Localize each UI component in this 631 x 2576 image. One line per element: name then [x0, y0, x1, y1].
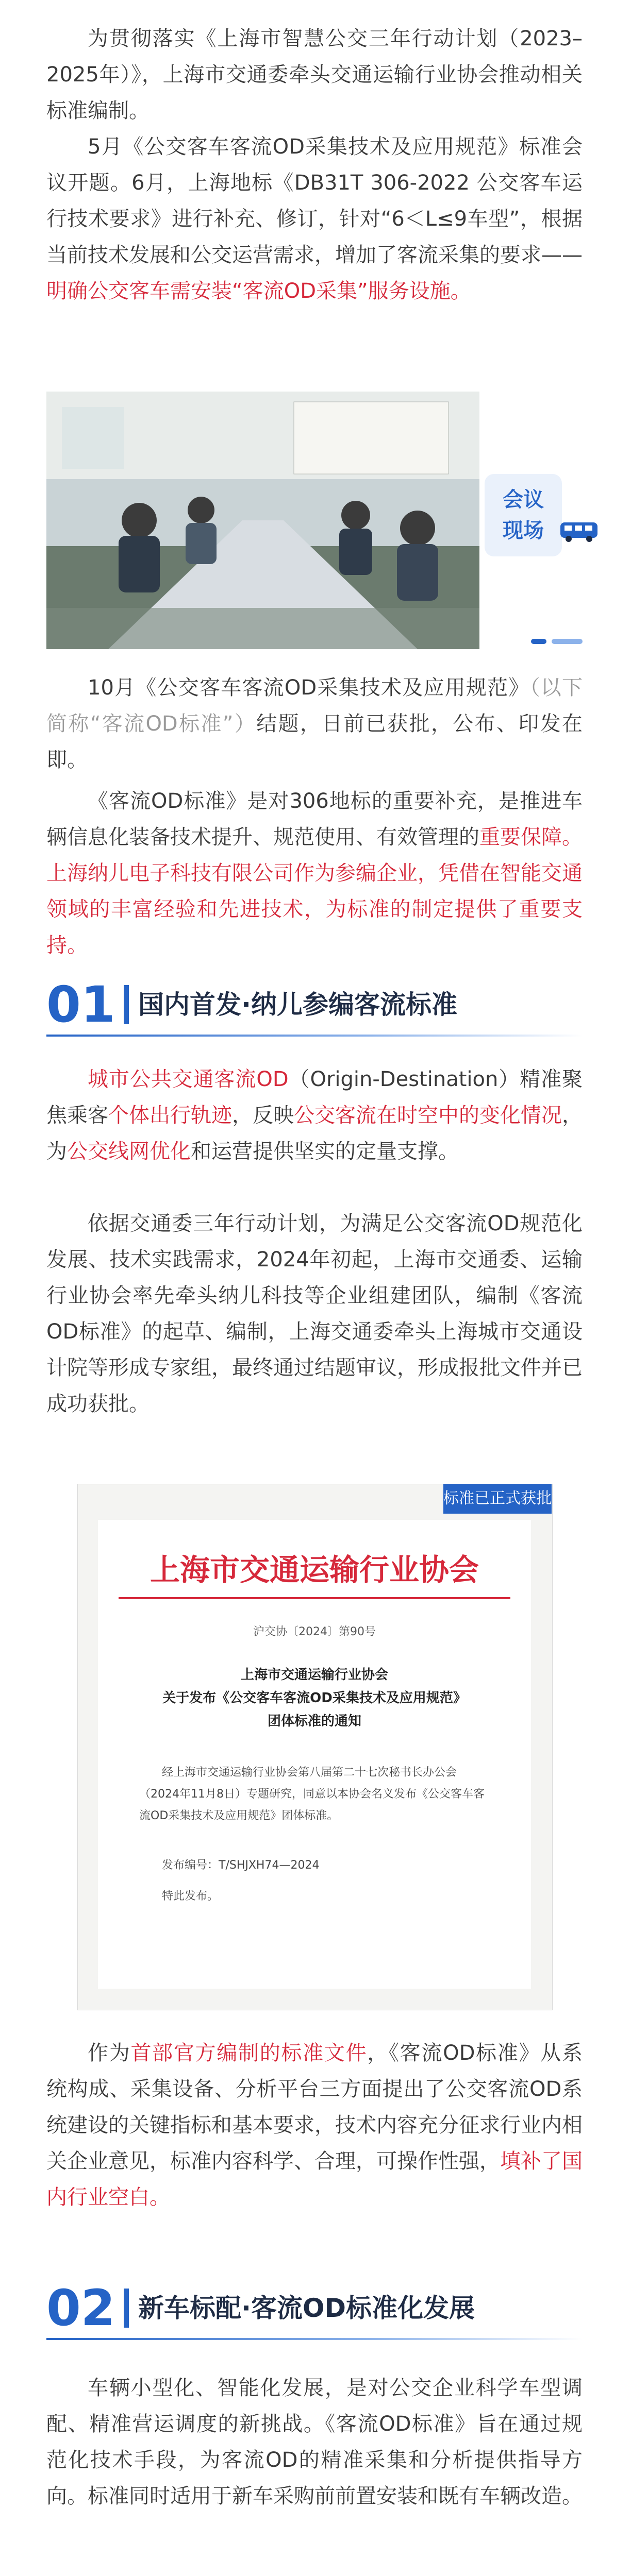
od-highlight-2: 公交客流在时空中的变化情况	[294, 1104, 562, 1127]
release-highlight-2: 上海纳儿电子科技有限公司作为参编企业，凭借在智能交通领域的丰富经验和先进技术，为标准的制定提供了重要支持。	[46, 861, 583, 957]
od-definition-paragraph	[46, 1061, 583, 1170]
document-number: 沪交协〔2024〕第90号	[253, 1625, 376, 1638]
section-02-number: 02	[46, 2279, 115, 2337]
plan-text: 依据交通委三年行动计划，为满足公交客流OD规范化发展、技术实践需求，2024年初起，上海市交通委、运输行业协会率先牵头纳儿科技等企业组建团队，编制《客流OD标准》的起草、编制，上海交通委牵头上海城市交通设计院等形成专家组，最终通过结题审议，形成报批文件并已成功获批。	[46, 1212, 583, 1416]
document-code: 发布编号：T/SHJXH74—2024	[162, 1859, 320, 1872]
bus-icon	[559, 520, 601, 543]
meeting-badge-line2: 现场	[503, 519, 544, 543]
meeting-photo	[46, 392, 479, 649]
first-standard-highlight-1: 首部官方编制的标准文件	[130, 2041, 368, 2065]
meeting-scene-illustration	[46, 392, 479, 649]
intro-text: 为贯彻落实《上海市智慧公交三年行动计划（2023–2025年）》，上海市交通委牵头交通运输行业协会推动相关标准编制。	[46, 27, 583, 123]
first-standard-highlight-2: 填补了国内行业空白。	[46, 2149, 583, 2209]
section-01-number: 01	[46, 976, 115, 1033]
document-body: 经上海市交通运输行业协会第八届第二十七次秘书长办公会（2024年11月8日）专题研究，同意以本协会名义发布《公交客车客流OD采集技术及应用规范》团体标准。	[139, 1766, 485, 1822]
document-paper	[98, 1520, 531, 1989]
od-highlight-1: 个体出行轨迹	[108, 1104, 232, 1127]
intro-text-2: 5月《公交客车客流OD采集技术及应用规范》标准会议开题。6月，上海地标《DB31T 306-2022 公交客车运行技术要求》进行补充、修订，针对“6＜L≤9车型”，根据当前技术发展和公交运营需求，增加了客流采集的要求——	[46, 135, 583, 267]
document-red-rule	[119, 1597, 510, 1599]
release-text-2: 结题，日前已获批，公布、印发在即。	[46, 712, 583, 772]
approval-tag: 标准已正式获批	[443, 1484, 552, 1514]
section-01-title: 国内首发·纳儿参编客流标准	[138, 990, 457, 1020]
section-02-bar	[124, 2289, 129, 2328]
plan-paragraph	[46, 1206, 583, 1422]
section-02-title: 新车标配·客流OD标准化发展	[138, 2293, 475, 2323]
od-text-2: ，反映	[232, 1104, 294, 1127]
first-standard-text-1: 作为	[88, 2041, 131, 2065]
document-closing: 特此发布。	[162, 1890, 219, 1903]
meeting-badge	[485, 474, 562, 556]
section-02-underline	[46, 2338, 583, 2340]
od-text-4: 和运营提供坚实的定量支撑。	[191, 1140, 459, 1163]
intro-paragraph-2	[46, 129, 583, 309]
od-term: 城市公共交通客流OD	[88, 1067, 289, 1091]
document-organization: 上海市交通运输行业协会	[150, 1552, 479, 1587]
new-vehicle-text: 车辆小型化、智能化发展，是对公交企业科学车型调配、精准营运调度的新挑战。《客流OD标准》旨在通过规范化技术手段，为客流OD的精准采集和分析提供指导方向。标准同时适用于新车采购前前置安装和既有车辆改造。	[46, 2376, 583, 2508]
document-subtitle-2: 关于发布《公交客车客流OD采集技术及应用规范》	[162, 1690, 467, 1706]
section-01-underline	[46, 1035, 583, 1037]
od-text-1: （Origin-Destination）精准聚焦乘客	[46, 1067, 583, 1127]
release-text: 10月《公交客车客流OD采集技术及应用规范》	[88, 676, 530, 700]
first-standard-text-2: ，《客流OD标准》从系统构成、采集设备、分析平台三方面提出了公交客流OD系统建设的关键指标和基本要求，技术内容充分征求行业内相关企业意见，标准内容科学、合理，可操作性强，	[46, 2041, 583, 2173]
release-highlight-1: 重要保障。	[479, 825, 583, 849]
first-standard-paragraph	[46, 2035, 583, 2215]
release-note: （以下简称“客流OD标准”）	[46, 676, 583, 736]
intro-highlight: 明确公交客车需安装“客流OD采集”服务设施。	[46, 279, 471, 303]
release-paragraph-2	[46, 783, 583, 963]
section-01-heading	[46, 974, 583, 1036]
section-01-bar	[124, 985, 129, 1024]
od-text-3: ，为	[46, 1104, 583, 1163]
od-highlight-3: 公交线网优化	[67, 1140, 191, 1163]
document-subtitle-3: 团体标准的通知	[267, 1714, 361, 1729]
meeting-badge-line1: 会议	[503, 488, 544, 512]
new-vehicle-paragraph	[46, 2370, 583, 2514]
release-paragraph-1	[46, 670, 583, 778]
release-text-3: 《客流OD标准》是对306地标的重要补充，是推进车辆信息化装备技术提升、规范使用、有效管理的	[46, 789, 583, 849]
document-subtitle-1: 上海市交通运输行业协会	[240, 1667, 388, 1683]
intro-paragraph-1	[46, 21, 583, 129]
section-02-heading	[46, 2277, 583, 2339]
